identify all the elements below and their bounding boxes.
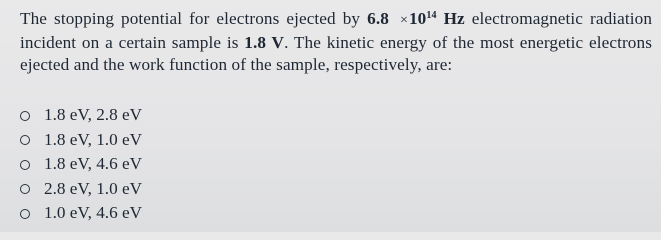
radio-button-icon[interactable] [20,209,30,219]
question-part2: electromagnetic radiation incident on a certain sample is [20,9,653,52]
option-label: 1.8 eV, 4.6 eV [44,154,143,174]
radio-button-icon[interactable] [20,135,30,145]
answer-option-5[interactable] [20,201,142,226]
answer-option-2[interactable] [20,128,142,153]
question-text [20,8,652,76]
frequency-mantissa: 6.8 [367,9,389,28]
frequency-exponent: 14 [426,10,437,21]
option-label: 2.8 eV, 1.0 eV [44,178,143,198]
frequency-base: 10 [408,9,427,28]
answer-option-1[interactable] [20,103,142,128]
radio-button-icon[interactable] [20,111,30,121]
times-sign: × [399,13,408,28]
option-label: 1.0 eV, 4.6 eV [44,203,143,223]
question-part3: . The kinetic energy of the most energetic electrons ejected and the work function of the sample, respectively, are: [20,33,652,74]
question-part1: The stopping potential for electrons ejected by [20,9,368,28]
voltage-value: 1.8 V [244,33,285,52]
answer-option-4[interactable] [20,177,142,202]
radio-button-icon[interactable] [20,160,30,170]
option-label: 1.8 eV, 1.0 eV [44,129,143,149]
option-label: 1.8 eV, 2.8 eV [44,105,143,125]
answer-options [20,103,142,226]
frequency-unit: Hz [443,9,465,28]
answer-option-3[interactable] [20,152,142,177]
radio-button-icon[interactable] [20,184,30,194]
